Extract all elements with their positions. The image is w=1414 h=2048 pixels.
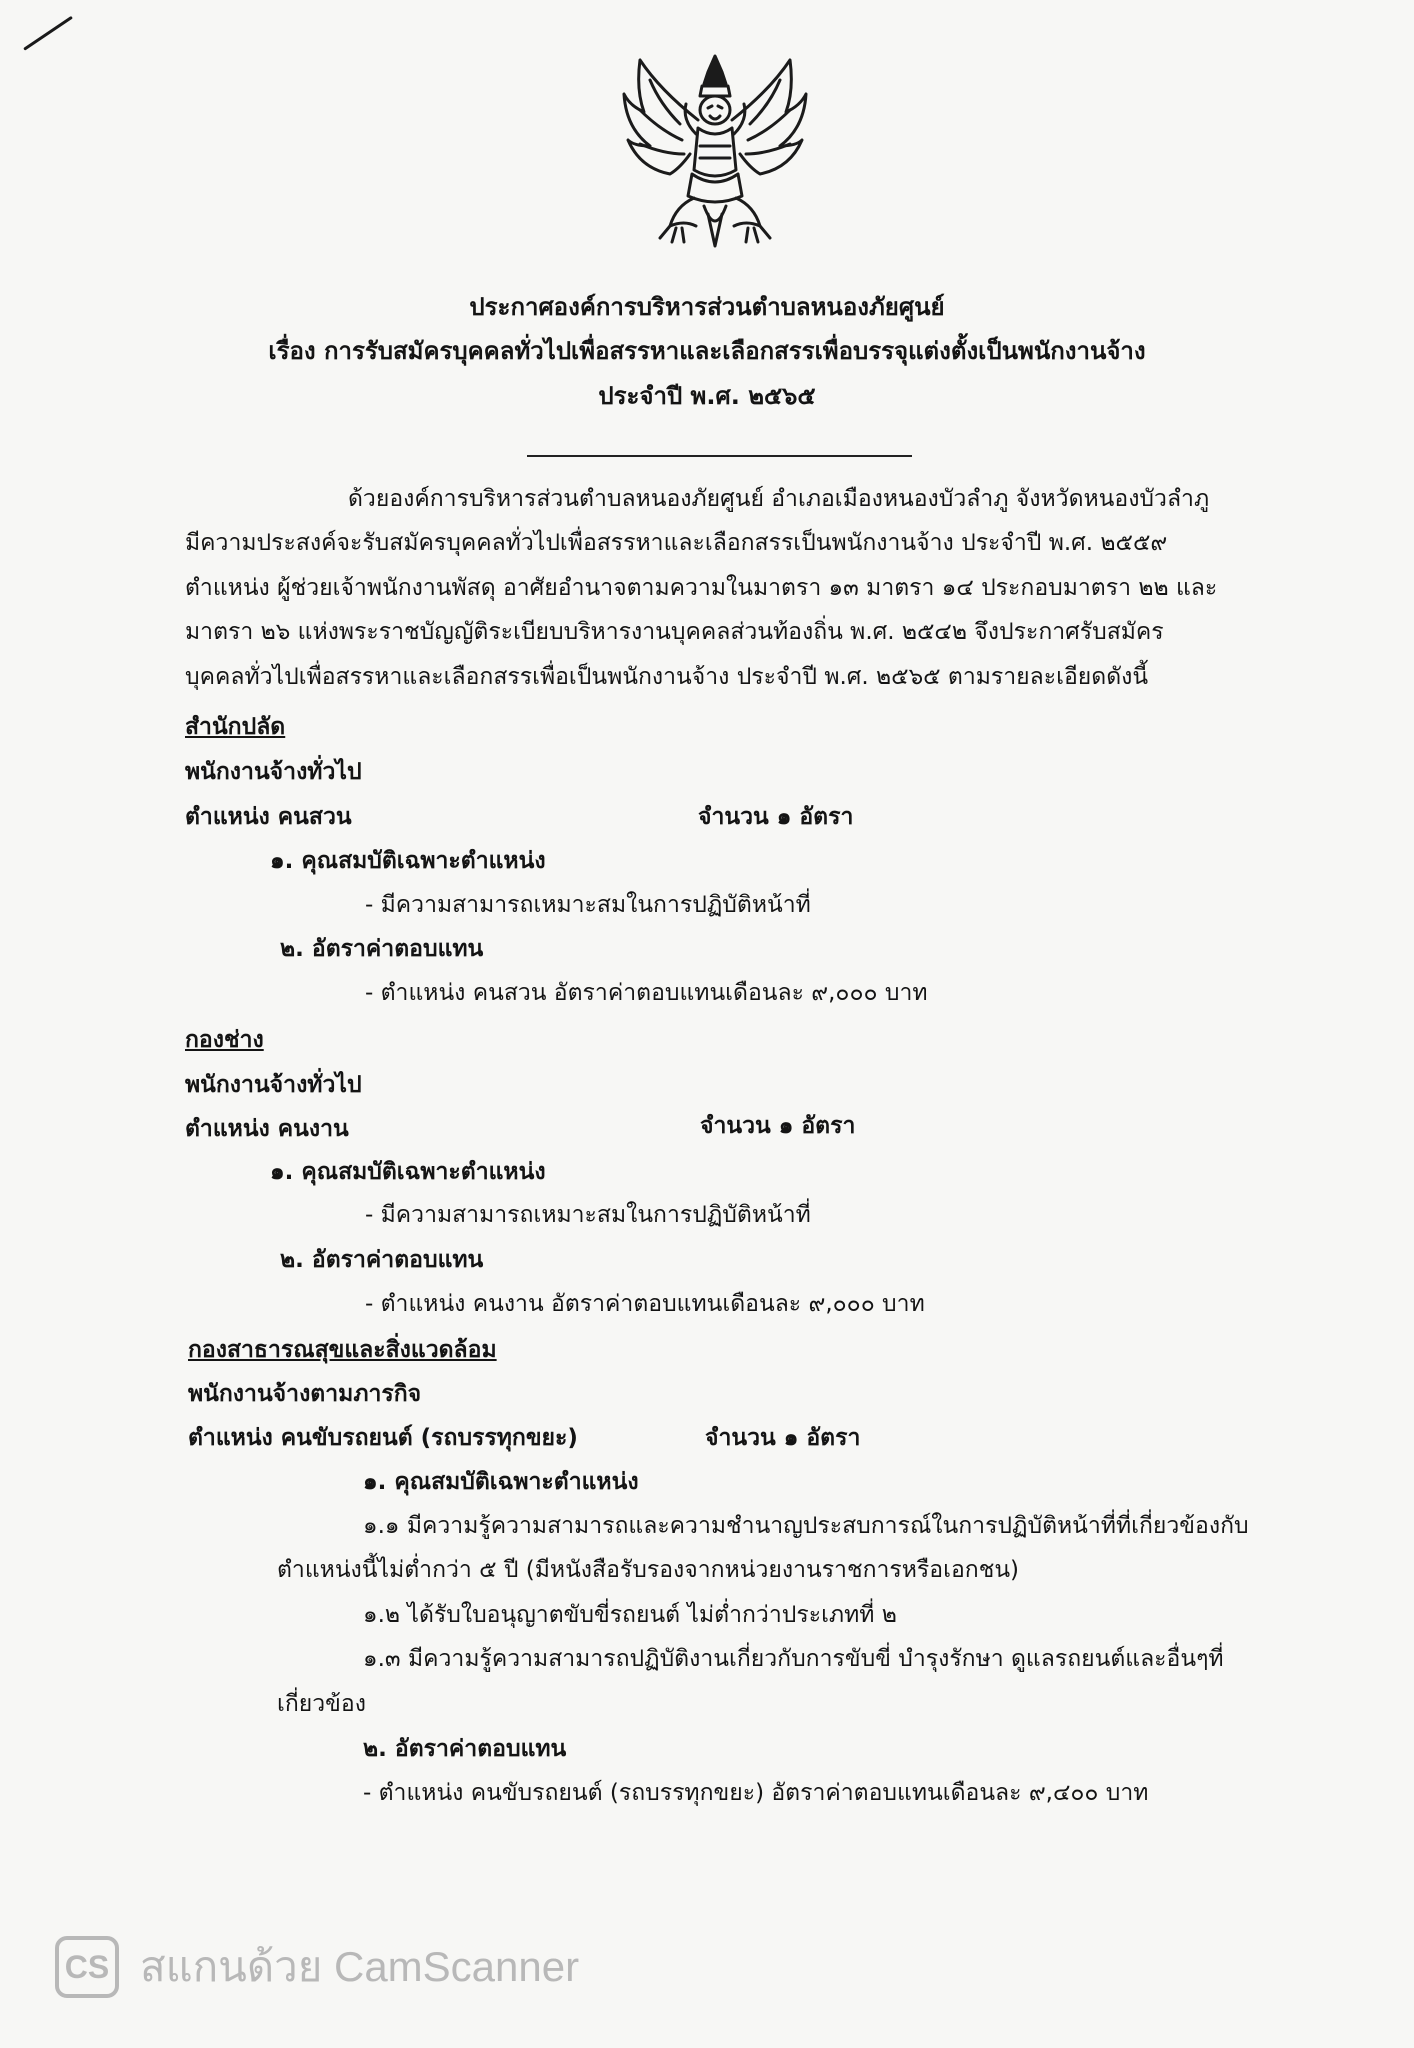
section-2-dept: กองช่าง	[185, 1027, 264, 1053]
section-1-type: พนักงานจ้างทั่วไป	[185, 759, 362, 785]
title-line-1: ประกาศองค์การบริหารส่วนตำบลหนองภัยศูนย์	[469, 293, 945, 321]
title-line-2: เรื่อง การรับสมัครบุคคลทั่วไปเพื่อสรรหาและเลือกสรรเพื่อบรรจุแต่งตั้งเป็นพนักงานจ้าง	[268, 337, 1146, 365]
section-2-qual-item: - มีความสามารถเหมาะสมในการปฏิบัติหน้าที่	[365, 1202, 811, 1228]
pen-stroke-mark	[23, 16, 73, 51]
section-1-position: ตำแหน่ง คนสวน	[185, 804, 352, 830]
section-3-pay-item: - ตำแหน่ง คนขับรถยนต์ (รถบรรทุกขยะ) อัตราค่าตอบแทนเดือนละ ๙,๔๐๐ บาท	[363, 1780, 1149, 1806]
section-3-position: ตำแหน่ง คนขับรถยนต์ (รถบรรทุกขยะ)	[188, 1425, 578, 1451]
camscanner-watermark-text: สแกนด้วย CamScanner	[140, 1943, 580, 1990]
section-1-count: จำนวน ๑ อัตรา	[698, 804, 854, 830]
intro-line-2: มีความประสงค์จะรับสมัครบุคคลทั่วไปเพื่อสรรหาและเลือกสรรเป็นพนักงานจ้าง ประจำปี พ.ศ. ๒๕๕๙	[185, 530, 1168, 556]
section-2-qual-head: ๑. คุณสมบัติเฉพาะตำแหน่ง	[270, 1159, 546, 1185]
section-2-count: จำนวน ๑ อัตรา	[700, 1113, 856, 1139]
title-line-3: ประจำปี พ.ศ. ๒๕๖๕	[598, 382, 816, 410]
section-1-qual-head: ๑. คุณสมบัติเฉพาะตำแหน่ง	[270, 848, 546, 874]
section-1-pay-head: ๒. อัตราค่าตอบแทน	[280, 936, 484, 962]
section-1-pay-item: - ตำแหน่ง คนสวน อัตราค่าตอบแทนเดือนละ ๙,๐๐๐ บาท	[365, 980, 928, 1006]
intro-line-5: บุคคลทั่วไปเพื่อสรรหาและเลือกสรรเพื่อเป็นพนักงานจ้าง ประจำปี พ.ศ. ๒๕๖๕ ตามรายละเอียดดังนี้	[185, 664, 1149, 690]
section-3-count: จำนวน ๑ อัตรา	[705, 1425, 861, 1451]
section-2-type: พนักงานจ้างทั่วไป	[185, 1072, 362, 1098]
section-3-qual-1-1a: ๑.๑ มีความรู้ความสามารถและความชำนาญประสบการณ์ในการปฏิบัติหน้าที่ที่เกี่ยวข้องกับ	[363, 1513, 1249, 1539]
section-1-qual-item: - มีความสามารถเหมาะสมในการปฏิบัติหน้าที่	[365, 892, 811, 918]
garuda-emblem	[620, 50, 810, 250]
section-3-type: พนักงานจ้างตามภารกิจ	[188, 1381, 422, 1407]
intro-line-3: ตำแหน่ง ผู้ช่วยเจ้าพนักงานพัสดุ อาศัยอำนาจตามความในมาตรา ๑๓ มาตรา ๑๔ ประกอบมาตรา ๒๒ และ	[185, 575, 1218, 601]
section-2-position: ตำแหน่ง คนงาน	[185, 1116, 349, 1142]
title-divider	[527, 455, 912, 457]
section-3-qual-1-1b: ตำแหน่งนี้ไม่ต่ำกว่า ๕ ปี (มีหนังสือรับรองจากหน่วยงานราชการหรือเอกชน)	[277, 1557, 1020, 1583]
camscanner-logo-icon: CS	[55, 1936, 119, 1998]
section-1-dept: สำนักปลัด	[185, 714, 286, 740]
section-3-pay-head: ๒. อัตราค่าตอบแทน	[363, 1736, 567, 1762]
section-2-pay-item: - ตำแหน่ง คนงาน อัตราค่าตอบแทนเดือนละ ๙,๐๐๐ บาท	[365, 1291, 925, 1317]
section-3-qual-1-2: ๑.๒ ได้รับใบอนุญาตขับขี่รถยนต์ ไม่ต่ำกว่าประเภทที่ ๒	[363, 1602, 897, 1628]
intro-line-4: มาตรา ๒๖ แห่งพระราชบัญญัติระเบียบบริหารงานบุคคลส่วนท้องถิ่น พ.ศ. ๒๕๔๒ จึงประกาศรับสมัคร	[185, 619, 1164, 645]
intro-line-1: ด้วยองค์การบริหารส่วนตำบลหนองภัยศูนย์ อำเภอเมืองหนองบัวลำภู จังหวัดหนองบัวลำภู	[348, 486, 1210, 512]
section-2-pay-head: ๒. อัตราค่าตอบแทน	[280, 1247, 484, 1273]
section-3-dept: กองสาธารณสุขและสิ่งแวดล้อม	[188, 1337, 497, 1363]
section-3-qual-1-3a: ๑.๓ มีความรู้ความสามารถปฏิบัติงานเกี่ยวกับการขับขี่ บำรุงรักษา ดูแลรถยนต์และอื่นๆที่	[363, 1646, 1224, 1672]
section-3-qual-head: ๑. คุณสมบัติเฉพาะตำแหน่ง	[363, 1469, 639, 1495]
section-3-qual-1-3b: เกี่ยวข้อง	[277, 1691, 366, 1717]
